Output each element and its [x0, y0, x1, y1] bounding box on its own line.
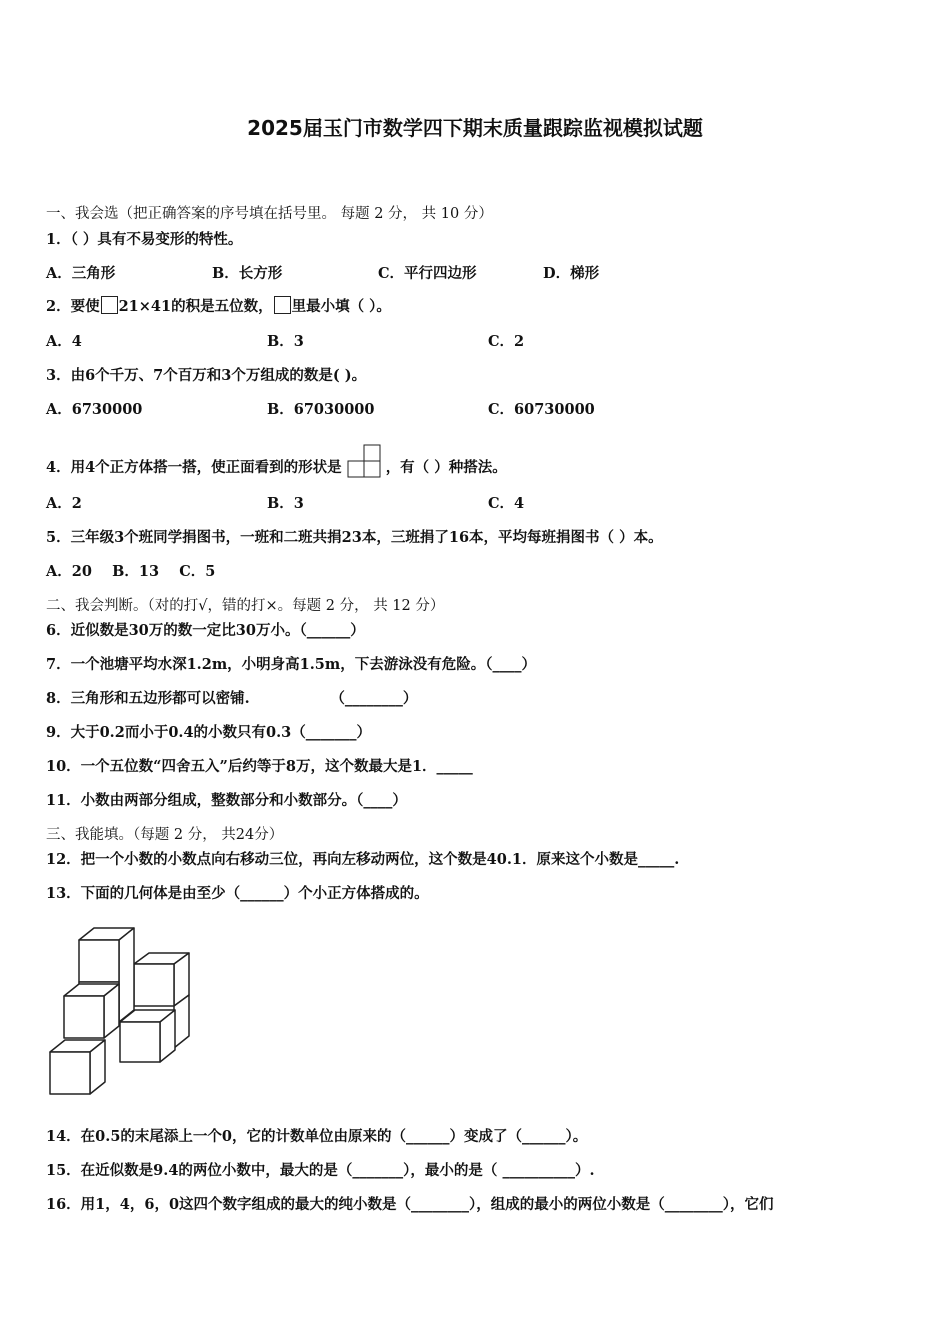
q4-option-b: B．3: [267, 495, 304, 512]
q2-prefix: 2．要使: [46, 298, 100, 315]
front-view-shape-icon: [346, 444, 382, 478]
q1-option-d: D．梯形: [543, 265, 600, 282]
section-1-heading: 一、我会选（把正确答案的序号填在括号里。 每题 2 分， 共 10 分）: [46, 206, 493, 222]
q2-option-c: C．2: [488, 333, 525, 350]
blank-box-icon: [101, 296, 118, 314]
question-8: 8．三角形和五边形都可以密铺. （________）: [46, 690, 418, 707]
q2-suffix: 里最小填（ ）。: [291, 298, 391, 315]
q3-option-a: A．6730000: [46, 401, 143, 418]
question-2: [46, 295, 391, 316]
question-13: 13．下面的几何体是由至少（______）个小正方体搭成的。: [46, 885, 429, 902]
section-3-heading: 三、我能填。（每题 2 分， 共24分）: [46, 827, 284, 843]
q2-option-a: A．4: [46, 333, 82, 350]
question-11: 11．小数由两部分组成，整数部分和小数部分。（____）: [46, 792, 407, 809]
q5-options: A．20 B．13 C．5: [46, 563, 216, 580]
q2-middle: 21×41的积是五位数，: [118, 298, 273, 315]
q1-option-c: C．平行四边形: [378, 265, 477, 282]
q1-option-a: A．三角形: [46, 265, 116, 282]
q1-option-b: B．长方形: [212, 265, 283, 282]
question-10: 10．一个五位数“四舍五入”后约等于8万，这个数最大是1．_____: [46, 758, 473, 775]
question-1: 1．（ ）具有不易变形的特性。: [46, 231, 243, 248]
q4-option-a: A．2: [46, 495, 82, 512]
page-title: 2025届玉门市数学四下期末质量跟踪监视模拟试题: [247, 116, 703, 140]
question-15: 15．在近似数是9.4的两位小数中，最大的是（_______），最小的是（ __________）.: [46, 1162, 595, 1179]
question-5: 5．三年级3个班同学捐图书，一班和二班共捐23本，三班捐了16本，平均每班捐图书（ ）本。: [46, 529, 663, 546]
blank-box-icon: [274, 296, 291, 314]
question-7: 7．一个池塘平均水深1.2m，小明身高1.5m，下去游泳没有危险。（____）: [46, 656, 536, 673]
question-16: 16．用1，4，6，0这四个数字组成的最大的纯小数是（________），组成的最小的两位小数是（________），它们: [46, 1196, 774, 1213]
question-6: 6．近似数是30万的数一定比30万小。（______）: [46, 622, 365, 639]
question-3: 3．由6个千万、7个百万和3个万组成的数是( )。: [46, 367, 367, 384]
q4-suffix: ，有（ ）种搭法。: [385, 459, 507, 476]
q3-option-c: C．60730000: [488, 401, 595, 418]
q4-option-c: C．4: [488, 495, 525, 512]
section-2-heading: 二、我会判断。（对的打√，错的打×。每题 2 分， 共 12 分）: [46, 598, 445, 614]
q3-option-b: B．67030000: [267, 401, 375, 418]
q4-prefix: 4．用4个正方体搭一搭，使正面看到的形状是: [46, 459, 342, 476]
question-4: [46, 444, 507, 478]
question-14: 14．在0.5的末尾添上一个0，它的计数单位由原来的（______）变成了（______）。: [46, 1128, 588, 1145]
q2-option-b: B．3: [267, 333, 304, 350]
cube-stack-figure: [46, 925, 196, 1097]
question-9: 9．大于0.2而小于0.4的小数只有0.3（_______）: [46, 724, 372, 741]
question-12: 12．把一个小数的小数点向右移动三位，再向左移动两位，这个数是40.1．原来这个小数是_____.: [46, 851, 680, 868]
